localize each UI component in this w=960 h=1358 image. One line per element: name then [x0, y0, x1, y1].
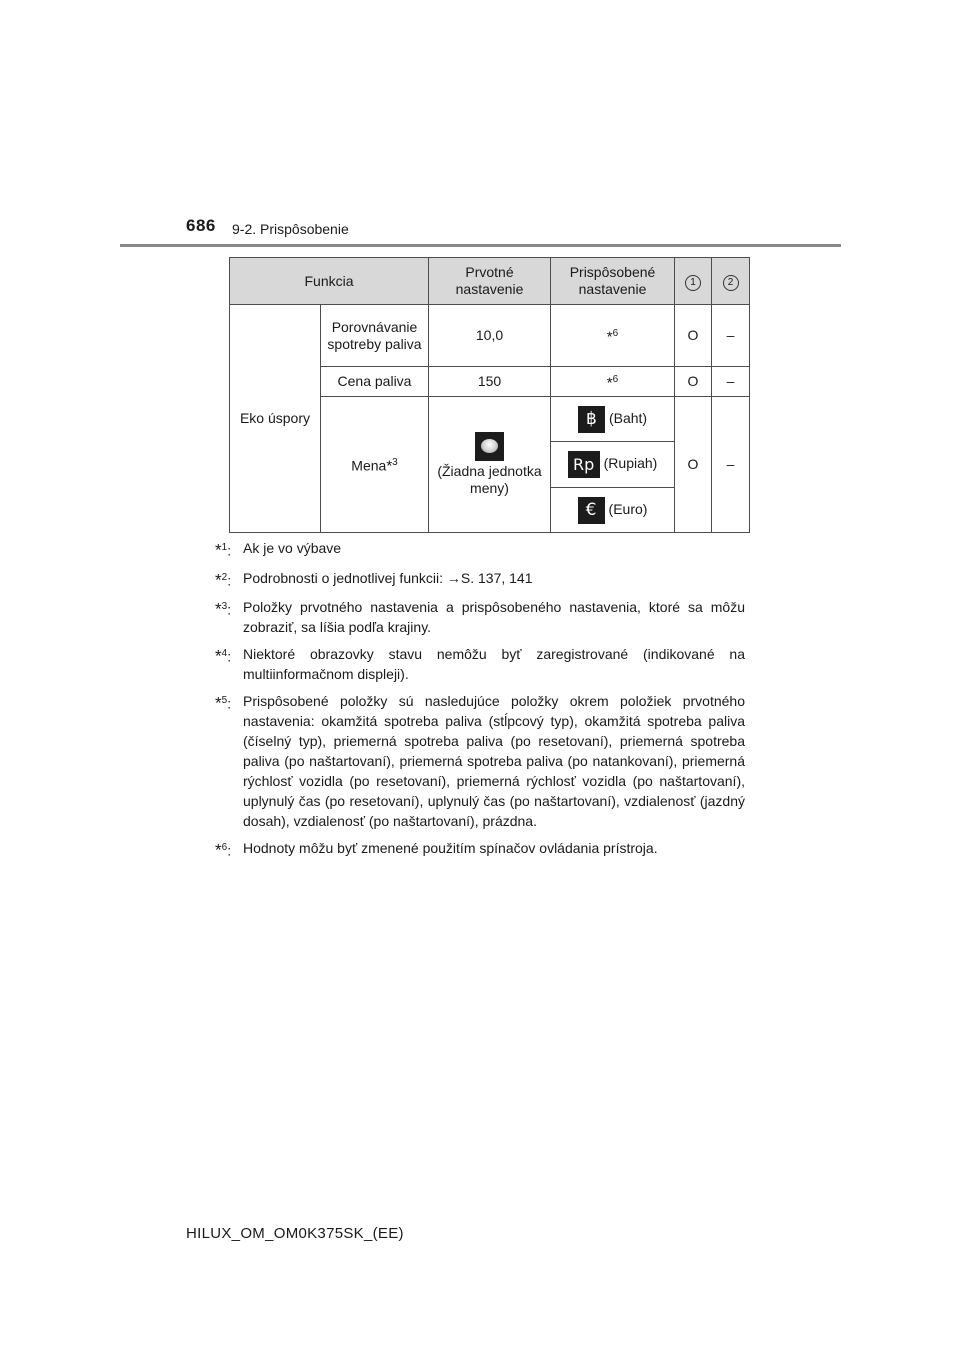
- footnotes: [215, 538, 745, 868]
- row-col1: O: [675, 305, 712, 367]
- row-col2: –: [712, 305, 750, 367]
- asterisk: *: [215, 840, 222, 860]
- footnote-text: Ak je vo výbave: [243, 540, 342, 556]
- footnote-number: 4: [221, 648, 228, 660]
- asterisk: *: [215, 540, 222, 560]
- group-label: Eko úspory: [230, 305, 321, 533]
- footnote-ref: 6: [612, 328, 619, 340]
- currency-option-label: (Euro): [608, 500, 648, 517]
- footnote-text: Niektoré obrazovky stavu nemôžu byť zaregistrované (indikované na multiinformačnom displeji).: [243, 646, 745, 683]
- footnote-separator: :: [227, 842, 232, 859]
- rupiah-icon: Rp: [568, 451, 600, 478]
- row-name: Porovnávanie spotreby paliva: [321, 305, 429, 367]
- row-custom: [551, 367, 675, 397]
- table-header-row: [230, 258, 750, 305]
- footnote-number: 2: [221, 571, 228, 583]
- baht-icon: ฿: [578, 406, 605, 433]
- footnote-item: [215, 597, 745, 637]
- header-col1: [675, 258, 712, 305]
- asterisk: *: [606, 328, 613, 346]
- circled-number-2: 2: [723, 275, 739, 291]
- footnote-number: 6: [221, 842, 228, 854]
- footnote-separator: :: [227, 648, 232, 665]
- asterisk: *: [606, 374, 613, 392]
- footnote-separator: :: [227, 542, 232, 559]
- circled-number-1: 1: [685, 275, 701, 291]
- footnote-text: Podrobnosti o jednotlivej funkcii: →S. 137, 141: [243, 569, 533, 586]
- footnote-item: [215, 568, 745, 591]
- asterisk: *: [386, 457, 393, 475]
- table-row: [230, 305, 750, 367]
- currency-option: [551, 442, 675, 488]
- footnote-number: 3: [221, 601, 228, 613]
- header-rule: [120, 244, 841, 247]
- row-default: 10,0: [429, 305, 551, 367]
- footnote-text: Položky prvotného nastavenia a prispôsobeného nastavenia, ktoré sa môžu zobraziť, sa líšia podľa krajiny.: [243, 599, 745, 636]
- row-col1: O: [675, 367, 712, 397]
- currency-option-label: (Baht): [608, 409, 648, 426]
- document-code: HILUX_OM_OM0K375SK_(EE): [186, 1225, 404, 1242]
- no-currency-unit-icon: [475, 432, 504, 461]
- currency-name: [321, 397, 429, 533]
- header-default: Prvotné nastavenie: [429, 258, 551, 305]
- footnote-separator: :: [227, 695, 232, 712]
- currency-default-label: (Žiadna jednotka meny): [437, 463, 542, 496]
- footnote-item: [215, 691, 745, 831]
- header-function: Funkcia: [230, 258, 429, 305]
- asterisk: *: [215, 570, 222, 590]
- header-custom: Prispôsobené nastavenie: [551, 258, 675, 305]
- currency-default: [429, 397, 551, 533]
- footnote-number: 1: [221, 542, 228, 553]
- section-title: 9-2. Prispôsobenie: [232, 221, 349, 237]
- currency-label: Mena: [351, 457, 387, 474]
- row-name: Cena paliva: [321, 367, 429, 397]
- asterisk: *: [215, 599, 222, 619]
- row-col1: O: [675, 397, 712, 533]
- header-col2: [712, 258, 750, 305]
- page-number: 686: [186, 216, 216, 235]
- row-col2: –: [712, 397, 750, 533]
- footnote-text: Hodnoty môžu byť zmenené použitím spínačov ovládania prístroja.: [243, 840, 658, 857]
- footnote-number: 5: [221, 695, 228, 707]
- footnote-item: [215, 538, 745, 561]
- row-custom: [551, 305, 675, 367]
- euro-icon: €: [578, 497, 605, 524]
- footnote-ref: 6: [612, 374, 619, 386]
- footnote-ref: 3: [392, 457, 398, 469]
- currency-option: [551, 488, 675, 533]
- asterisk: *: [215, 693, 222, 713]
- footnote-item: [215, 838, 745, 861]
- row-col2: –: [712, 367, 750, 397]
- footnote-separator: :: [227, 572, 232, 589]
- row-default: 150: [429, 367, 551, 397]
- asterisk: *: [215, 646, 222, 666]
- currency-option: [551, 397, 675, 442]
- settings-table: [229, 257, 750, 533]
- footnote-item: [215, 644, 745, 684]
- footnote-text: Prispôsobené položky sú nasledujúce položky okrem položiek prvotného nastavenia: okamžitá spotreba paliva (stĺpcový typ), okamžitá spotreba paliva (číselný typ), priemerná spotreba paliva (po resetovaní), priemerná spotreba paliva (po naštartovaní), priemerná spotreba paliva (po natankovaní), priemerná rýchlosť vozidla (po resetovaní), priemerná rýchlosť vozidla (po naštartovaní), uplynulý čas (po resetovaní), uplynulý čas (po naštartovaní), vzdialenosť (jazdný dosah), vzdialenosť (po naštartovaní), prázdna.: [243, 693, 745, 830]
- footnote-separator: :: [227, 601, 232, 618]
- currency-option-label: (Rupiah): [603, 455, 658, 472]
